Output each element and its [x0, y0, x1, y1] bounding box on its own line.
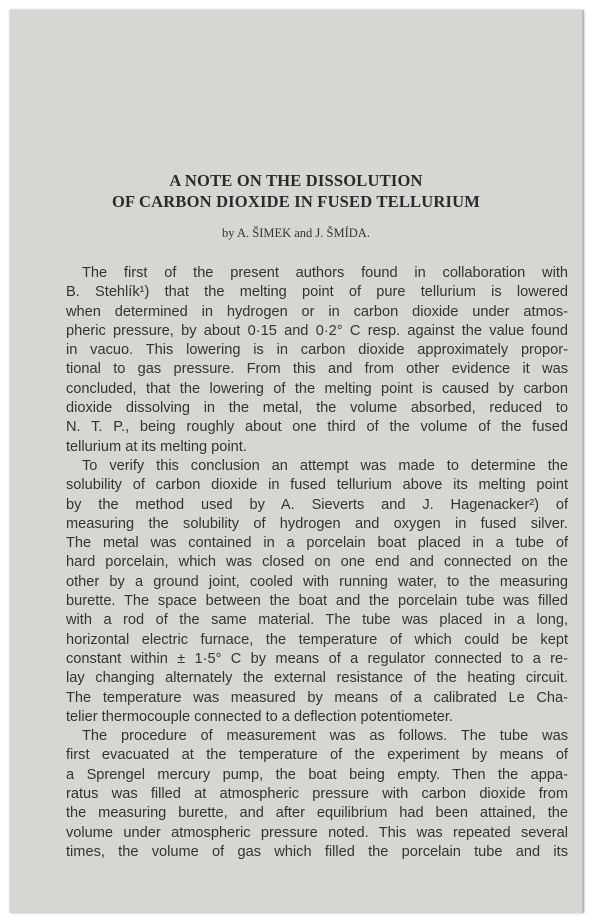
body-line: a Sprengel mercury pump, the boat being empty. Then the appa-: [66, 766, 568, 783]
body-line: pheric pressure, by about 0·15 and 0·2° C resp. against the value found: [66, 322, 568, 339]
title-line-1: A NOTE ON THE DISSOLUTION: [169, 171, 423, 190]
body-line: constant within ± 1·5° C by means of a regulator connected to a re-: [66, 650, 568, 667]
body-line: when determined in hydrogen or in carbon dioxide under atmos-: [66, 303, 568, 320]
body-line: hard porcelain, which was closed on one end and connected on the: [66, 554, 568, 571]
body-line: volume under atmospheric pressure noted. This was repeated several: [66, 824, 568, 841]
body-line: concluded, that the lowering of the melting point is caused by carbon: [66, 380, 568, 397]
body-line: dioxide dissolving in the metal, the volume absorbed, reduced to: [66, 400, 568, 417]
body-line: tellurium at its melting point.: [66, 438, 247, 455]
body-line: N. T. P., being roughly about one third of the volume of the fused: [66, 419, 568, 436]
body-line: times, the volume of gas which filled the porcelain tube and its: [66, 843, 568, 860]
body-line: in vacuo. This lowering is in carbon dioxide approximately propor-: [66, 342, 568, 359]
body-line: measuring the solubility of hydrogen and oxygen in fused silver.: [66, 515, 568, 532]
body-line: by the method used by A. Sieverts and J. Hagenacker²) of: [66, 496, 568, 513]
title-line-2: OF CARBON DIOXIDE IN FUSED TELLURIUM: [112, 192, 480, 211]
body-line: with a rod of the same material. The tube was placed in a long,: [66, 612, 568, 629]
body-line: The procedure of measurement was as follows. The tube was: [82, 728, 568, 745]
body-line: horizontal electric furnace, the temperature of which could be kept: [66, 631, 568, 648]
body-line: ratus was filled at atmospheric pressure with carbon dioxide from: [66, 786, 568, 803]
body-line: lay changing alternately the external resistance of the heating circuit.: [66, 670, 568, 687]
body-line: telier thermocouple connected to a deflection potentiometer.: [66, 708, 453, 725]
body-line: To verify this conclusion an attempt was made to determine the: [82, 457, 568, 474]
body-line: B. Stehlík¹) that the melting point of pure tellurium is lowered: [66, 284, 568, 301]
body-line: first evacuated at the temperature of the experiment by means of: [66, 747, 568, 764]
body-line: The first of the present authors found in collaboration with: [82, 265, 568, 281]
body-line: tional to gas pressure. From this and from other evidence it was: [66, 361, 568, 378]
article-title: [10, 170, 582, 212]
page-sheet: [10, 10, 584, 913]
body-line: other by a ground joint, cooled with running water, to the measuring: [66, 573, 568, 590]
article-body: [66, 264, 568, 862]
body-line: solubility of carbon dioxide in fused tellurium above its melting point: [66, 477, 568, 494]
body-line: the measuring burette, and after equilibrium had been attained, the: [66, 805, 568, 822]
body-line: The temperature was measured by means of a calibrated Le Cha-: [66, 689, 568, 706]
body-line: The metal was contained in a porcelain boat placed in a tube of: [66, 535, 568, 552]
article-authors: by A. ŠIMEK and J. ŠMÍDA.: [222, 226, 370, 240]
body-line: burette. The space between the boat and the porcelain tube was filled: [66, 593, 568, 610]
